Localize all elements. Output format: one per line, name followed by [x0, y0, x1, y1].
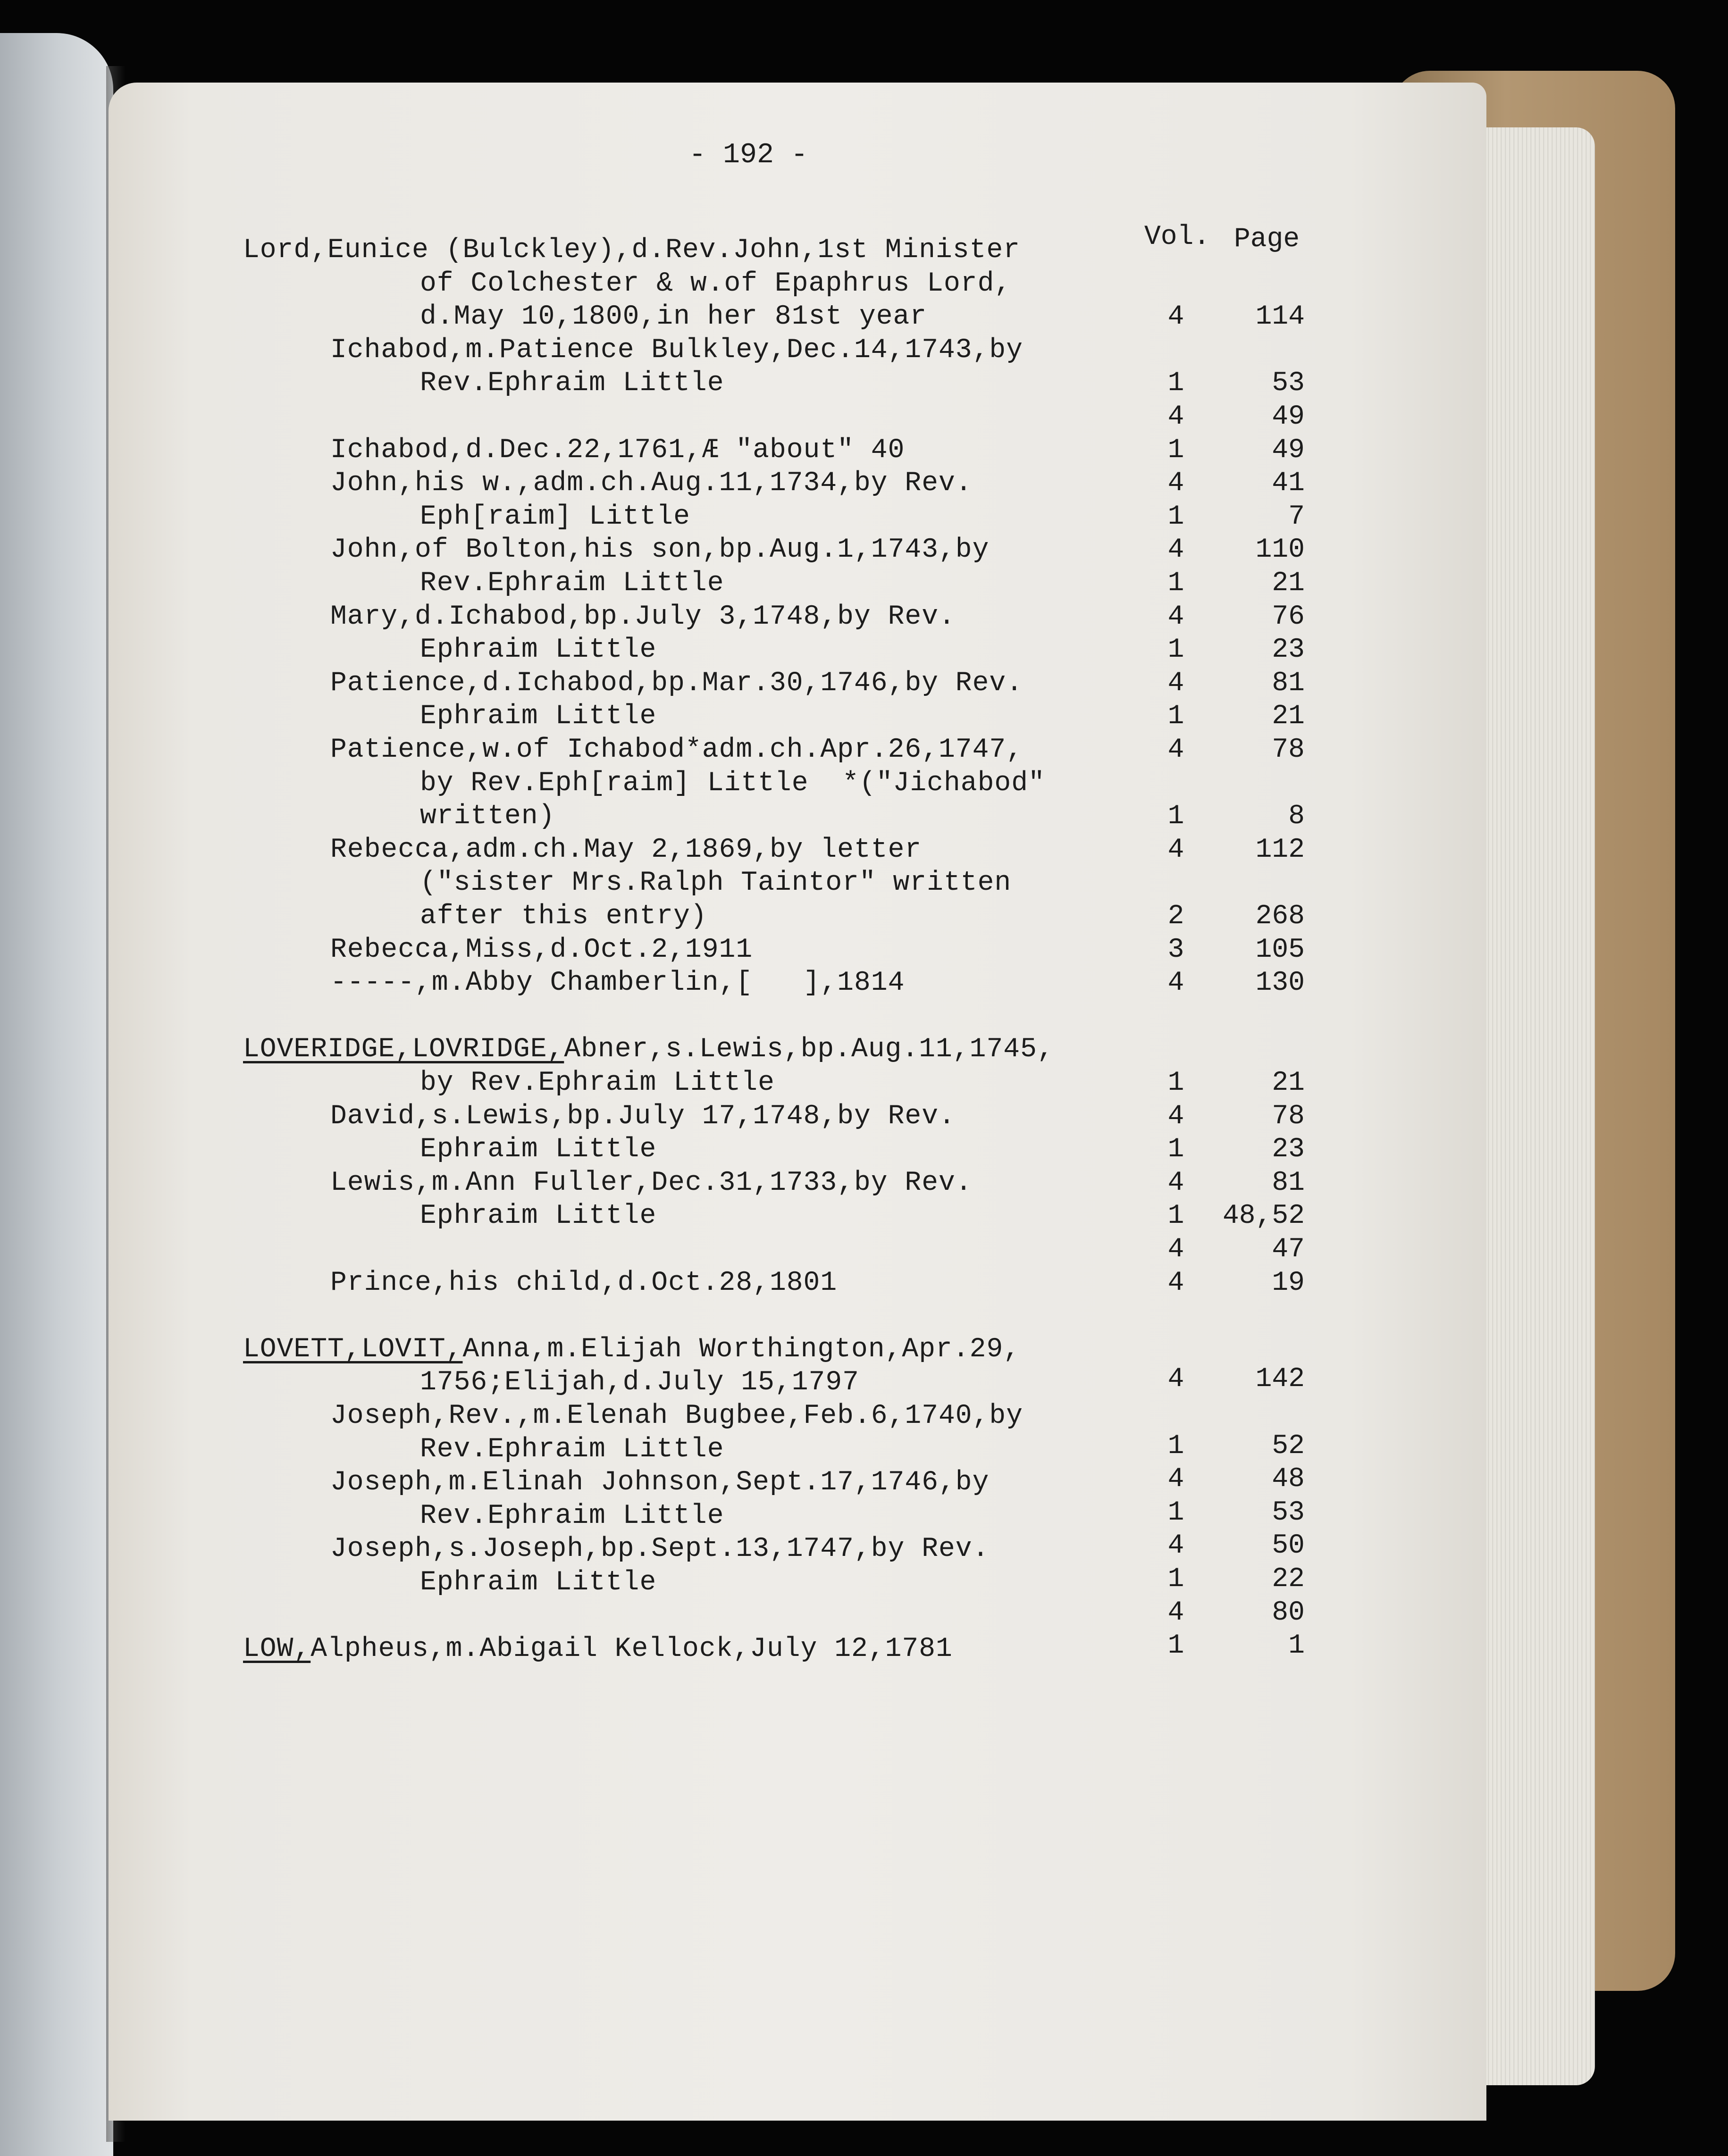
volume-number: 1 — [1167, 435, 1184, 466]
entry-text: Eph[raim] Little — [420, 501, 690, 532]
entry-line — [330, 933, 753, 967]
entry-line — [420, 700, 656, 734]
volume-number: 2 — [1167, 901, 1184, 932]
page-reference: 52 — [1272, 1430, 1305, 1462]
page-reference: 49 — [1272, 435, 1305, 466]
page-number: - 192 - — [689, 139, 808, 171]
page-reference: 105 — [1255, 934, 1305, 965]
page-reference: 41 — [1272, 468, 1305, 499]
page-reference: 23 — [1272, 635, 1305, 666]
entry-line — [330, 600, 956, 634]
page-reference: 142 — [1255, 1364, 1305, 1395]
entry-text: by Rev.Ephraim Little — [420, 1068, 775, 1098]
volume-number: 4 — [1167, 1234, 1184, 1265]
entry-line — [330, 1532, 989, 1566]
page-reference: 22 — [1272, 1563, 1305, 1595]
page-reference: 78 — [1272, 1101, 1305, 1132]
entry-line — [330, 467, 973, 501]
volume-number: 4 — [1167, 1530, 1184, 1562]
entry-line — [420, 300, 927, 334]
page-reference: 21 — [1272, 1068, 1305, 1098]
entry-text: Rev.Ephraim Little — [420, 1434, 724, 1465]
page-reference: 8 — [1288, 801, 1305, 832]
facing-page — [0, 33, 113, 2156]
entry-line — [420, 1499, 724, 1533]
page-reference: 1 — [1288, 1630, 1305, 1662]
volume-number: 1 — [1167, 1563, 1184, 1595]
entry-line — [330, 733, 1023, 767]
entry-text: Mary,d.Ichabod,bp.July 3,1748,by Rev. — [330, 601, 956, 632]
entry-text: Ephraim Little — [420, 1201, 657, 1232]
entry-text: Ephraim Little — [420, 1134, 657, 1165]
entry-text: Rev.Ephraim Little — [420, 1500, 724, 1531]
volume-number: 1 — [1167, 1201, 1184, 1232]
page-reference: 53 — [1272, 1497, 1305, 1528]
entry-line — [330, 833, 922, 867]
entry-text: Joseph,m.Elinah Johnson,Sept.17,1746,by — [330, 1467, 990, 1498]
entry-text: d.May 10,1800,in her 81st year — [420, 301, 927, 333]
volume-number: 1 — [1167, 568, 1184, 599]
entry-text: of Colchester & w.of Epaphrus Lord, — [420, 268, 1012, 299]
entry-text: -----,m.Abby Chamberlin,[ ],1814 — [330, 968, 905, 999]
entry-line — [330, 1166, 973, 1200]
page-reference: 19 — [1272, 1267, 1305, 1298]
entry-line — [330, 434, 905, 468]
page-reference: 47 — [1272, 1234, 1305, 1265]
entry-text: John,his w.,adm.ch.Aug.11,1734,by Rev. — [330, 468, 973, 499]
volume-number: 4 — [1167, 401, 1184, 432]
entry-text: Ephraim Little — [420, 701, 657, 732]
page-reference: 23 — [1272, 1134, 1305, 1165]
entry-line — [420, 1433, 724, 1467]
entry-text: Ichabod,m.Patience Bulkley,Dec.14,1743,by — [330, 334, 1023, 366]
entry-text: by Rev.Eph[raim] Little *("Jichabod" — [420, 768, 1045, 799]
entry-line — [420, 500, 690, 534]
page-reference: 78 — [1272, 735, 1305, 765]
page-reference: 21 — [1272, 568, 1305, 599]
surname-heading: LOVETT,LOVIT, — [243, 1334, 463, 1365]
volume-number: 1 — [1167, 368, 1184, 399]
volume-number: 4 — [1167, 668, 1184, 699]
page-column-header: Page — [1234, 224, 1300, 255]
entry-text: Lord,Eunice (Bulckley),d.Rev.John,1st Minister — [243, 235, 1021, 266]
entry-line — [420, 1566, 656, 1600]
page-reference: 7 — [1288, 501, 1305, 532]
entry-text: after this entry) — [420, 901, 707, 932]
entry-text: Rev.Ephraim Little — [420, 568, 724, 599]
volume-number: 4 — [1167, 968, 1184, 999]
entry-line — [420, 900, 707, 934]
surname-heading: LOVERIDGE,LOVRIDGE, — [243, 1034, 564, 1065]
page-reference: 48,52 — [1222, 1201, 1305, 1232]
volume-number: 1 — [1167, 635, 1184, 666]
entry-text: Anna,m.Elijah Worthington,Apr.29, — [462, 1334, 1021, 1365]
entry-line — [420, 1066, 775, 1100]
entry-line — [420, 866, 1011, 900]
volume-number: 4 — [1167, 601, 1184, 632]
volume-number: 1 — [1167, 1068, 1184, 1098]
entry-line — [330, 334, 1023, 368]
entry-text: written) — [420, 801, 555, 832]
entry-text: John,of Bolton,his son,bp.Aug.1,1743,by — [330, 535, 990, 566]
entry-line — [243, 1632, 953, 1666]
volume-number: 1 — [1167, 1630, 1184, 1662]
page-reference: 50 — [1272, 1530, 1305, 1562]
page-reference: 21 — [1272, 701, 1305, 732]
entry-line — [420, 633, 656, 667]
entry-line — [330, 966, 905, 1000]
volume-number: 1 — [1167, 701, 1184, 732]
volume-number: 1 — [1167, 801, 1184, 832]
volume-number: 4 — [1167, 735, 1184, 765]
volume-number: 4 — [1167, 1597, 1184, 1628]
entry-text: Patience,d.Ichabod,bp.Mar.30,1746,by Rev. — [330, 668, 1023, 699]
entry-line — [330, 667, 1023, 701]
entry-line — [330, 1466, 989, 1500]
volume-number: 4 — [1167, 1464, 1184, 1495]
entry-line — [330, 533, 989, 567]
entry-line — [420, 1199, 656, 1233]
entry-text: Ephraim Little — [420, 1567, 657, 1598]
entry-text: Rebecca,adm.ch.May 2,1869,by letter — [330, 834, 922, 865]
entry-line — [243, 234, 1020, 267]
volume-number: 4 — [1167, 535, 1184, 566]
volume-number: 1 — [1167, 1497, 1184, 1528]
page-reference: 110 — [1255, 535, 1305, 566]
entry-line — [420, 800, 555, 834]
entry-text: Joseph,s.Joseph,bp.Sept.13,1747,by Rev. — [330, 1534, 990, 1565]
volume-number: 4 — [1167, 468, 1184, 499]
entry-text: 1756;Elijah,d.July 15,1797 — [420, 1367, 859, 1398]
volume-number: 1 — [1167, 501, 1184, 532]
entry-line — [243, 1033, 1054, 1067]
volume-number: 4 — [1167, 1364, 1184, 1395]
volume-number: 4 — [1167, 834, 1184, 865]
entry-line — [243, 1333, 1020, 1367]
page-reference: 53 — [1272, 368, 1305, 399]
entry-text: ("sister Mrs.Ralph Taintor" written — [420, 868, 1012, 899]
entry-text: Rebecca,Miss,d.Oct.2,1911 — [330, 934, 753, 965]
entry-line — [330, 1266, 837, 1300]
entry-text: Lewis,m.Ann Fuller,Dec.31,1733,by Rev. — [330, 1167, 973, 1198]
page-edges — [1472, 127, 1595, 2085]
entry-text: David,s.Lewis,bp.July 17,1748,by Rev. — [330, 1101, 956, 1132]
volume-number: 1 — [1167, 1134, 1184, 1165]
entry-line — [420, 767, 1045, 801]
entry-line — [420, 1133, 656, 1167]
page-reference: 268 — [1255, 901, 1305, 932]
page-reference: 49 — [1272, 401, 1305, 432]
entry-line — [420, 1366, 859, 1400]
volume-number: 1 — [1167, 1430, 1184, 1462]
page-reference: 130 — [1255, 968, 1305, 999]
volume-number: 4 — [1167, 1267, 1184, 1298]
page-reference: 112 — [1255, 834, 1305, 865]
volume-number: 4 — [1167, 1101, 1184, 1132]
entry-text: Alpheus,m.Abigail Kellock,July 12,1781 — [310, 1634, 953, 1665]
entry-text: Ephraim Little — [420, 635, 657, 666]
entry-text: Joseph,Rev.,m.Elenah Bugbee,Feb.6,1740,by — [330, 1401, 1023, 1431]
entry-text: Patience,w.of Ichabod*adm.ch.Apr.26,1747, — [330, 735, 1023, 765]
page-reference: 81 — [1272, 1167, 1305, 1198]
entry-line — [330, 1100, 956, 1134]
volume-number: 3 — [1167, 934, 1184, 965]
entry-text: Ichabod,d.Dec.22,1761,Æ "about" 40 — [330, 435, 905, 466]
entry-line — [420, 367, 724, 401]
vol-column-header: Vol. — [1144, 222, 1210, 252]
entry-text: Prince,his child,d.Oct.28,1801 — [330, 1267, 838, 1298]
entry-line — [420, 567, 724, 601]
page-reference: 76 — [1272, 601, 1305, 632]
surname-heading: LOW, — [243, 1634, 311, 1665]
page-reference: 80 — [1272, 1597, 1305, 1628]
entry-text: Abner,s.Lewis,bp.Aug.11,1745, — [564, 1034, 1054, 1065]
page-reference: 114 — [1255, 301, 1305, 333]
page-reference: 81 — [1272, 668, 1305, 699]
volume-number: 4 — [1167, 301, 1184, 333]
page-reference: 48 — [1272, 1464, 1305, 1495]
entry-text: Rev.Ephraim Little — [420, 368, 724, 399]
entry-line — [330, 1399, 1023, 1433]
volume-number: 4 — [1167, 1167, 1184, 1198]
entry-line — [420, 267, 1011, 301]
